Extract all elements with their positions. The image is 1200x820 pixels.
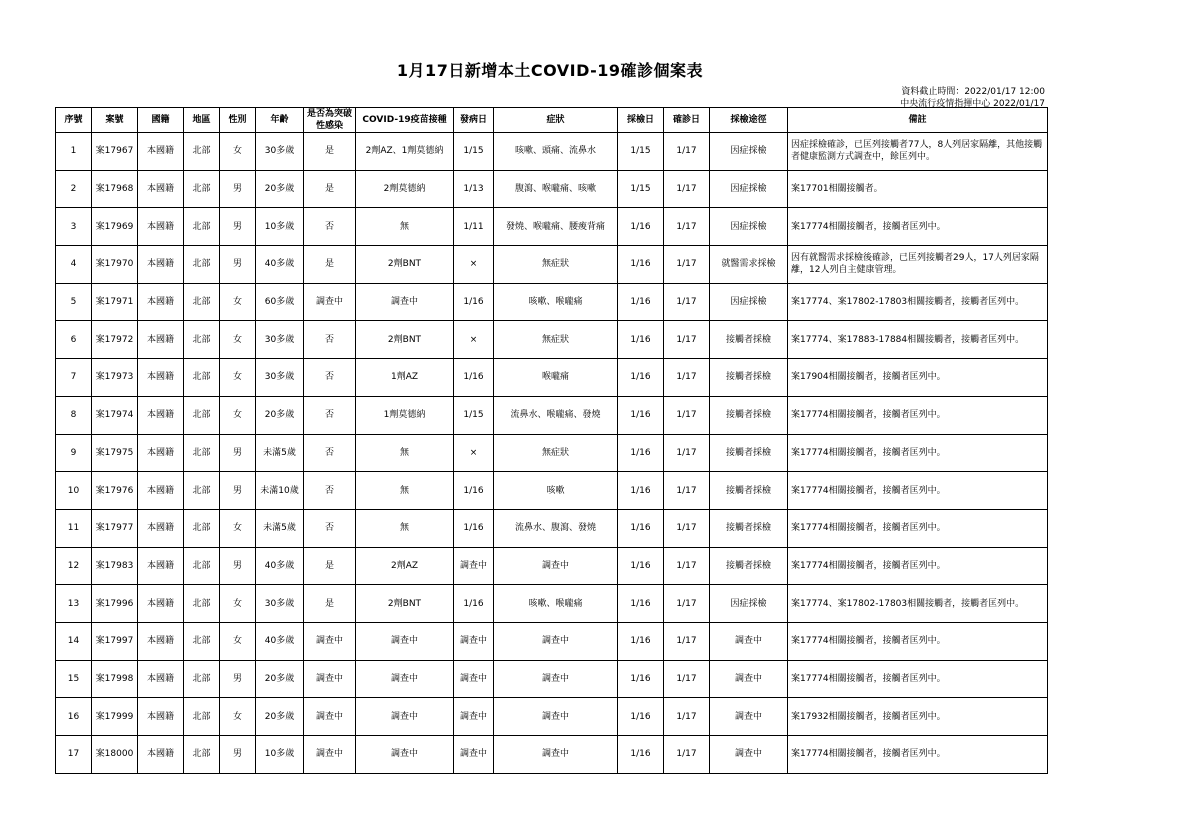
- cell-case-id: 案18000: [92, 736, 138, 774]
- cell-test-route: 因症採檢: [710, 283, 788, 321]
- cell-symptoms: 咳嗽: [494, 472, 618, 510]
- table-row: [56, 585, 1048, 623]
- cell-index: 7: [56, 359, 92, 397]
- table-row: [56, 698, 1048, 736]
- cell-test-route: 調查中: [710, 622, 788, 660]
- cell-age: 30多歲: [256, 321, 304, 359]
- cell-confirm-date: 1/17: [664, 698, 710, 736]
- cell-age: 60多歲: [256, 283, 304, 321]
- cell-age: 30多歲: [256, 585, 304, 623]
- cell-note: 案17904相關接觸者，接觸者匡列中。: [788, 359, 1048, 397]
- cell-index: 2: [56, 170, 92, 208]
- cell-onset-date: 調查中: [454, 622, 494, 660]
- cell-symptoms: 流鼻水、腹瀉、發燒: [494, 509, 618, 547]
- cell-breakthrough: 調查中: [304, 736, 356, 774]
- cell-onset-date: 1/16: [454, 359, 494, 397]
- cell-age: 40多歲: [256, 246, 304, 284]
- cell-index: 10: [56, 472, 92, 510]
- table-row: [56, 246, 1048, 284]
- cell-test-date: 1/16: [618, 585, 664, 623]
- cell-note: 案17774相關接觸者，接觸者匡列中。: [788, 622, 1048, 660]
- cell-onset-date: 1/16: [454, 585, 494, 623]
- cell-confirm-date: 1/17: [664, 434, 710, 472]
- cell-test-date: 1/16: [618, 660, 664, 698]
- cell-age: 10多歲: [256, 208, 304, 246]
- cell-case-id: 案17970: [92, 246, 138, 284]
- cell-vaccine: 調查中: [356, 660, 454, 698]
- cell-symptoms: 調查中: [494, 698, 618, 736]
- cell-sex: 男: [220, 246, 256, 284]
- cell-vaccine: 2劑BNT: [356, 321, 454, 359]
- cell-symptoms: 咳嗽、喉嚨痛: [494, 585, 618, 623]
- cell-region: 北部: [184, 283, 220, 321]
- cell-index: 17: [56, 736, 92, 774]
- cell-symptoms: 調查中: [494, 547, 618, 585]
- cell-test-date: 1/16: [618, 736, 664, 774]
- cell-breakthrough: 否: [304, 396, 356, 434]
- column-header: 症狀: [494, 108, 618, 133]
- column-header: 採檢日: [618, 108, 664, 133]
- cell-region: 北部: [184, 246, 220, 284]
- cell-vaccine: 2劑AZ: [356, 547, 454, 585]
- cell-nationality: 本國籍: [138, 133, 184, 171]
- table-row: [56, 472, 1048, 510]
- cell-test-route: 接觸者採檢: [710, 472, 788, 510]
- cell-symptoms: 咳嗽、頭痛、流鼻水: [494, 133, 618, 171]
- cell-region: 北部: [184, 585, 220, 623]
- cell-region: 北部: [184, 170, 220, 208]
- table-row: [56, 321, 1048, 359]
- cell-breakthrough: 是: [304, 170, 356, 208]
- cell-vaccine: 1劑AZ: [356, 359, 454, 397]
- cell-test-date: 1/16: [618, 434, 664, 472]
- cell-vaccine: 無: [356, 208, 454, 246]
- cell-region: 北部: [184, 736, 220, 774]
- cell-sex: 女: [220, 509, 256, 547]
- table-row: [56, 509, 1048, 547]
- cell-case-id: 案17971: [92, 283, 138, 321]
- cell-case-id: 案17977: [92, 509, 138, 547]
- cell-vaccine: 調查中: [356, 736, 454, 774]
- cell-region: 北部: [184, 208, 220, 246]
- cell-onset-date: 1/11: [454, 208, 494, 246]
- cell-confirm-date: 1/17: [664, 660, 710, 698]
- cell-index: 3: [56, 208, 92, 246]
- cell-test-date: 1/16: [618, 622, 664, 660]
- cell-test-route: 因症採檢: [710, 585, 788, 623]
- cell-nationality: 本國籍: [138, 585, 184, 623]
- cell-onset-date: 1/15: [454, 133, 494, 171]
- cell-breakthrough: 否: [304, 359, 356, 397]
- cell-test-route: 調查中: [710, 660, 788, 698]
- cell-note: 案17774、案17802-17803相關接觸者，接觸者匡列中。: [788, 585, 1048, 623]
- cell-test-route: 接觸者採檢: [710, 509, 788, 547]
- cell-index: 14: [56, 622, 92, 660]
- cell-age: 20多歲: [256, 396, 304, 434]
- cell-nationality: 本國籍: [138, 359, 184, 397]
- cell-region: 北部: [184, 396, 220, 434]
- cell-symptoms: 無症狀: [494, 321, 618, 359]
- cell-note: 案17774相關接觸者，接觸者匡列中。: [788, 208, 1048, 246]
- cell-vaccine: 無: [356, 509, 454, 547]
- cell-note: 案17774相關接觸者，接觸者匡列中。: [788, 472, 1048, 510]
- cell-vaccine: 2劑AZ、1劑莫德納: [356, 133, 454, 171]
- cell-region: 北部: [184, 434, 220, 472]
- cell-test-date: 1/16: [618, 208, 664, 246]
- cell-test-route: 調查中: [710, 698, 788, 736]
- cell-nationality: 本國籍: [138, 246, 184, 284]
- cell-test-route: 接觸者採檢: [710, 321, 788, 359]
- cell-nationality: 本國籍: [138, 283, 184, 321]
- cell-age: 40多歲: [256, 547, 304, 585]
- cell-symptoms: 無症狀: [494, 434, 618, 472]
- cell-onset-date: 調查中: [454, 698, 494, 736]
- cell-sex: 女: [220, 396, 256, 434]
- cell-test-date: 1/16: [618, 509, 664, 547]
- cell-confirm-date: 1/17: [664, 396, 710, 434]
- cell-breakthrough: 調查中: [304, 660, 356, 698]
- cell-breakthrough: 否: [304, 208, 356, 246]
- cell-test-date: 1/16: [618, 246, 664, 284]
- cell-symptoms: 發燒、喉嚨痛、腰痠背痛: [494, 208, 618, 246]
- cell-case-id: 案17975: [92, 434, 138, 472]
- header-row: [56, 108, 1048, 133]
- cell-symptoms: 喉嚨痛: [494, 359, 618, 397]
- cell-index: 9: [56, 434, 92, 472]
- cell-case-id: 案17972: [92, 321, 138, 359]
- cell-region: 北部: [184, 359, 220, 397]
- cell-index: 5: [56, 283, 92, 321]
- cell-index: 6: [56, 321, 92, 359]
- cell-breakthrough: 否: [304, 509, 356, 547]
- cell-sex: 男: [220, 472, 256, 510]
- cell-onset-date: 調查中: [454, 736, 494, 774]
- cell-nationality: 本國籍: [138, 321, 184, 359]
- cell-age: 未滿10歲: [256, 472, 304, 510]
- cell-confirm-date: 1/17: [664, 585, 710, 623]
- cell-onset-date: 1/16: [454, 472, 494, 510]
- table-row: [56, 208, 1048, 246]
- cell-confirm-date: 1/17: [664, 736, 710, 774]
- cell-note: 案17774、案17802-17803相關接觸者，接觸者匡列中。: [788, 283, 1048, 321]
- column-header: 國籍: [138, 108, 184, 133]
- table-row: [56, 170, 1048, 208]
- cell-onset-date: 1/16: [454, 509, 494, 547]
- cell-nationality: 本國籍: [138, 509, 184, 547]
- cell-region: 北部: [184, 547, 220, 585]
- cell-region: 北部: [184, 622, 220, 660]
- cell-sex: 女: [220, 321, 256, 359]
- table-row: [56, 396, 1048, 434]
- column-header: 確診日: [664, 108, 710, 133]
- column-header: COVID-19疫苗接種: [356, 108, 454, 133]
- cell-confirm-date: 1/17: [664, 133, 710, 171]
- cell-nationality: 本國籍: [138, 208, 184, 246]
- cell-breakthrough: 是: [304, 585, 356, 623]
- cell-confirm-date: 1/17: [664, 622, 710, 660]
- cell-onset-date: ×: [454, 246, 494, 284]
- cell-sex: 女: [220, 585, 256, 623]
- cell-nationality: 本國籍: [138, 472, 184, 510]
- cell-vaccine: 1劑莫德納: [356, 396, 454, 434]
- column-header: 採檢途徑: [710, 108, 788, 133]
- cell-confirm-date: 1/17: [664, 321, 710, 359]
- cell-test-date: 1/16: [618, 396, 664, 434]
- cell-sex: 男: [220, 547, 256, 585]
- cell-note: 案17701相關接觸者。: [788, 170, 1048, 208]
- page-title: 1月17日新增本土COVID-19確診個案表: [396, 61, 704, 80]
- cell-nationality: 本國籍: [138, 170, 184, 208]
- cell-vaccine: 調查中: [356, 622, 454, 660]
- cell-test-date: 1/15: [618, 170, 664, 208]
- cell-breakthrough: 調查中: [304, 622, 356, 660]
- cell-age: 未滿5歲: [256, 434, 304, 472]
- cell-region: 北部: [184, 509, 220, 547]
- cell-region: 北部: [184, 321, 220, 359]
- cell-index: 8: [56, 396, 92, 434]
- cell-confirm-date: 1/17: [664, 170, 710, 208]
- cell-note: 案17774相關接觸者，接觸者匡列中。: [788, 547, 1048, 585]
- cell-region: 北部: [184, 472, 220, 510]
- cell-case-id: 案17996: [92, 585, 138, 623]
- cell-sex: 男: [220, 170, 256, 208]
- cell-vaccine: 無: [356, 434, 454, 472]
- cell-index: 16: [56, 698, 92, 736]
- cell-note: 因有就醫需求採檢後確診，已匡列接觸者29人，17人列居家隔離，12人列自主健康管理。: [788, 246, 1048, 284]
- cell-test-route: 接觸者採檢: [710, 434, 788, 472]
- cell-nationality: 本國籍: [138, 396, 184, 434]
- data-cutoff-time: 資料截止時間：2022/01/17 12:00: [901, 87, 1045, 97]
- cell-onset-date: 調查中: [454, 660, 494, 698]
- cell-sex: 女: [220, 622, 256, 660]
- cell-symptoms: 無症狀: [494, 246, 618, 284]
- cell-index: 4: [56, 246, 92, 284]
- table-row: [56, 736, 1048, 774]
- cell-vaccine: 調查中: [356, 698, 454, 736]
- cell-confirm-date: 1/17: [664, 472, 710, 510]
- cell-onset-date: 1/16: [454, 283, 494, 321]
- cell-nationality: 本國籍: [138, 660, 184, 698]
- cell-case-id: 案17967: [92, 133, 138, 171]
- cell-confirm-date: 1/17: [664, 509, 710, 547]
- column-header: 備註: [788, 108, 1048, 133]
- cell-note: 因症採檢確診，已匡列接觸者77人，8人列居家隔離，其他接觸者健康監測方式調查中，餘匡列中。: [788, 133, 1048, 171]
- cell-index: 13: [56, 585, 92, 623]
- cell-confirm-date: 1/17: [664, 208, 710, 246]
- cell-onset-date: 調查中: [454, 547, 494, 585]
- cell-confirm-date: 1/17: [664, 283, 710, 321]
- column-header: 年齡: [256, 108, 304, 133]
- cell-note: 案17774相關接觸者，接觸者匡列中。: [788, 434, 1048, 472]
- cell-sex: 男: [220, 434, 256, 472]
- cell-sex: 男: [220, 208, 256, 246]
- cell-age: 未滿5歲: [256, 509, 304, 547]
- cell-note: 案17932相關接觸者，接觸者匡列中。: [788, 698, 1048, 736]
- cell-nationality: 本國籍: [138, 547, 184, 585]
- column-header: 性別: [220, 108, 256, 133]
- cell-symptoms: 流鼻水、喉嚨痛、發燒: [494, 396, 618, 434]
- cell-case-id: 案17969: [92, 208, 138, 246]
- cell-onset-date: 1/15: [454, 396, 494, 434]
- cell-test-date: 1/15: [618, 133, 664, 171]
- cell-test-date: 1/16: [618, 321, 664, 359]
- cell-test-date: 1/16: [618, 359, 664, 397]
- table-row: [56, 547, 1048, 585]
- cell-sex: 女: [220, 133, 256, 171]
- cell-case-id: 案17997: [92, 622, 138, 660]
- cell-symptoms: 咳嗽、喉嚨痛: [494, 283, 618, 321]
- cell-confirm-date: 1/17: [664, 246, 710, 284]
- cell-age: 30多歲: [256, 359, 304, 397]
- cell-vaccine: 無: [356, 472, 454, 510]
- cell-symptoms: 腹瀉、喉嚨痛、咳嗽: [494, 170, 618, 208]
- cell-confirm-date: 1/17: [664, 359, 710, 397]
- cell-breakthrough: 否: [304, 434, 356, 472]
- cell-symptoms: 調查中: [494, 736, 618, 774]
- cell-age: 20多歲: [256, 660, 304, 698]
- column-header: 發病日: [454, 108, 494, 133]
- cell-test-route: 調查中: [710, 736, 788, 774]
- cell-test-date: 1/16: [618, 698, 664, 736]
- data-source: 中央流行疫情指揮中心 2022/01/17: [900, 99, 1045, 109]
- cell-test-date: 1/16: [618, 547, 664, 585]
- column-header: 案號: [92, 108, 138, 133]
- cell-sex: 女: [220, 359, 256, 397]
- cell-index: 15: [56, 660, 92, 698]
- cell-index: 11: [56, 509, 92, 547]
- cell-test-date: 1/16: [618, 472, 664, 510]
- cell-onset-date: 1/13: [454, 170, 494, 208]
- cell-region: 北部: [184, 660, 220, 698]
- table-row: [56, 283, 1048, 321]
- cell-case-id: 案17998: [92, 660, 138, 698]
- cell-confirm-date: 1/17: [664, 547, 710, 585]
- table-row: [56, 434, 1048, 472]
- table-header: [56, 108, 1048, 133]
- cell-sex: 女: [220, 698, 256, 736]
- table-row: [56, 622, 1048, 660]
- cell-note: 案17774相關接觸者，接觸者匡列中。: [788, 396, 1048, 434]
- cell-vaccine: 2劑BNT: [356, 246, 454, 284]
- cell-breakthrough: 是: [304, 133, 356, 171]
- cell-nationality: 本國籍: [138, 698, 184, 736]
- cell-test-route: 接觸者採檢: [710, 359, 788, 397]
- cell-case-id: 案17999: [92, 698, 138, 736]
- cell-symptoms: 調查中: [494, 622, 618, 660]
- cell-onset-date: ×: [454, 321, 494, 359]
- cell-age: 20多歲: [256, 170, 304, 208]
- cell-test-route: 因症採檢: [710, 208, 788, 246]
- cell-test-route: 接觸者採檢: [710, 547, 788, 585]
- cell-age: 10多歲: [256, 736, 304, 774]
- cell-region: 北部: [184, 698, 220, 736]
- cell-breakthrough: 是: [304, 246, 356, 284]
- cell-region: 北部: [184, 133, 220, 171]
- cell-test-route: 就醫需求採檢: [710, 246, 788, 284]
- column-header: 是否為突破性感染: [304, 108, 356, 133]
- cell-breakthrough: 調查中: [304, 698, 356, 736]
- cell-vaccine: 2劑BNT: [356, 585, 454, 623]
- cell-age: 40多歲: [256, 622, 304, 660]
- cell-sex: 男: [220, 736, 256, 774]
- cell-test-route: 接觸者採檢: [710, 396, 788, 434]
- cell-age: 30多歲: [256, 133, 304, 171]
- cell-age: 20多歲: [256, 698, 304, 736]
- cell-test-route: 因症採檢: [710, 170, 788, 208]
- cell-nationality: 本國籍: [138, 736, 184, 774]
- cell-sex: 女: [220, 283, 256, 321]
- cell-note: 案17774、案17883-17884相關接觸者，接觸者匡列中。: [788, 321, 1048, 359]
- cell-vaccine: 2劑莫德納: [356, 170, 454, 208]
- cell-nationality: 本國籍: [138, 434, 184, 472]
- cell-breakthrough: 否: [304, 472, 356, 510]
- cell-index: 1: [56, 133, 92, 171]
- table-row: [56, 359, 1048, 397]
- column-header: 序號: [56, 108, 92, 133]
- cell-sex: 男: [220, 660, 256, 698]
- cell-breakthrough: 調查中: [304, 283, 356, 321]
- case-table: [55, 107, 1048, 774]
- column-header: 地區: [184, 108, 220, 133]
- cell-breakthrough: 是: [304, 547, 356, 585]
- cell-breakthrough: 否: [304, 321, 356, 359]
- cell-case-id: 案17968: [92, 170, 138, 208]
- cell-onset-date: ×: [454, 434, 494, 472]
- cell-test-date: 1/16: [618, 283, 664, 321]
- cell-note: 案17774相關接觸者，接觸者匡列中。: [788, 736, 1048, 774]
- cell-nationality: 本國籍: [138, 622, 184, 660]
- cell-note: 案17774相關接觸者，接觸者匡列中。: [788, 660, 1048, 698]
- cell-test-route: 因症採檢: [710, 133, 788, 171]
- cell-vaccine: 調查中: [356, 283, 454, 321]
- table-body: [56, 133, 1048, 774]
- cell-case-id: 案17973: [92, 359, 138, 397]
- table-row: [56, 660, 1048, 698]
- cell-case-id: 案17974: [92, 396, 138, 434]
- table-row: [56, 133, 1048, 171]
- cell-case-id: 案17983: [92, 547, 138, 585]
- cell-symptoms: 調查中: [494, 660, 618, 698]
- cell-case-id: 案17976: [92, 472, 138, 510]
- cell-note: 案17774相關接觸者，接觸者匡列中。: [788, 509, 1048, 547]
- cell-index: 12: [56, 547, 92, 585]
